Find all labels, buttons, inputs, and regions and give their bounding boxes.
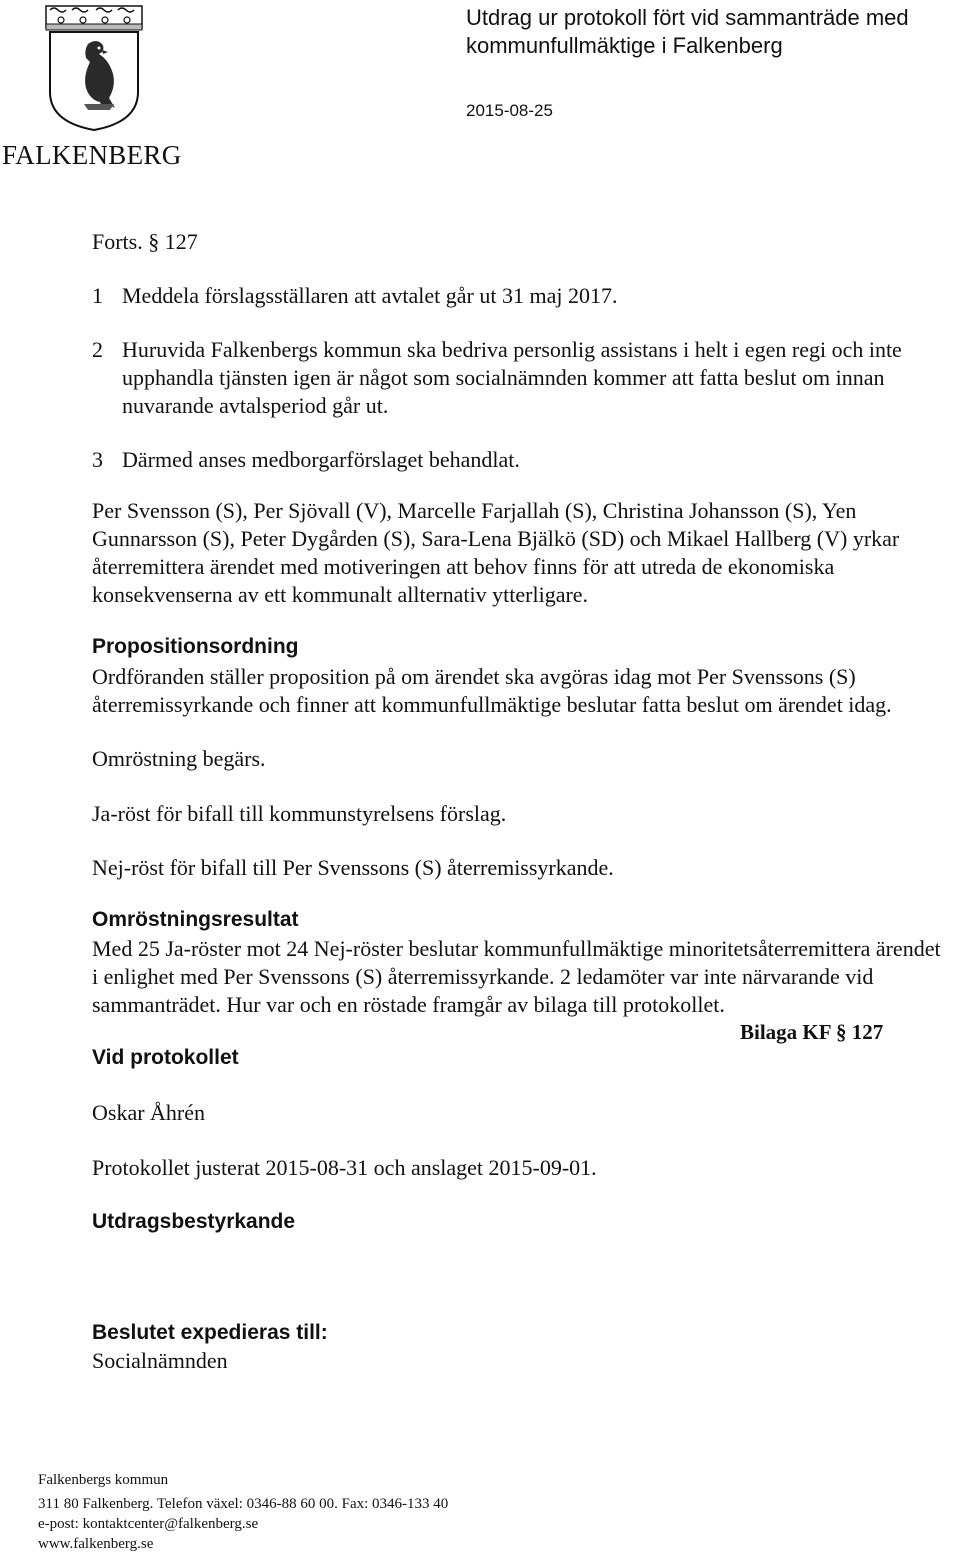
item-number: 3 xyxy=(92,447,103,472)
omrostningsresultat-heading: Omröstningsresultat xyxy=(92,908,299,931)
certification-heading: Utdragsbestyrkande xyxy=(92,1210,296,1233)
list-item xyxy=(92,446,932,474)
coat-of-arms-logo xyxy=(44,4,144,132)
crown-icon xyxy=(46,6,142,30)
decision-list xyxy=(92,282,932,474)
list-item xyxy=(92,282,932,310)
attachment-reference: Bilaga KF § 127 xyxy=(740,1020,884,1044)
municipality-name: FALKENBERG xyxy=(2,140,182,170)
item-number: 1 xyxy=(92,283,103,308)
document-title-line: kommunfullmäktige i Falkenberg xyxy=(466,33,783,58)
footer-org: Falkenbergs kommun xyxy=(38,1472,169,1488)
document-title xyxy=(466,4,909,60)
page-footer xyxy=(38,1470,448,1554)
distribution-heading: Beslutet expedieras till: xyxy=(92,1321,328,1344)
justification-statement: Protokollet justerat 2015-08-31 och anslaget 2015-09-01. xyxy=(92,1155,597,1180)
meeting-date: 2015-08-25 xyxy=(466,101,553,120)
propositionsordning-text: Ordföranden ställer proposition på om ärendet ska avgöras idag mot Per Svenssons (S) återremissyrkande och finner att kommunfullmäktige beslutar fatta beslut om ärendet idag. xyxy=(92,664,892,717)
vote-requested: Omröstning begärs. xyxy=(92,746,266,771)
section-continuation: Forts. § 127 xyxy=(92,229,198,254)
footer-email: e-post: kontaktcenter@falkenberg.se xyxy=(38,1516,259,1532)
item-text: Därmed anses medborgarförslaget behandlat. xyxy=(122,447,520,472)
distribution-recipient: Socialnämnden xyxy=(92,1348,228,1373)
item-number: 2 xyxy=(92,337,103,362)
footer-address: 311 80 Falkenberg. Telefon växel: 0346-88 60 00. Fax: 0346-133 40 xyxy=(38,1496,449,1512)
propositionsordning-heading: Propositionsordning xyxy=(92,635,299,658)
item-text: Meddela förslagsställaren att avtalet går ut 31 maj 2017. xyxy=(122,283,618,308)
item-text: Huruvida Falkenbergs kommun ska bedriva personlig assistans i helt i egen regi och inte upphandla tjänsten igen är något som socialnämnden kommer att fatta beslut om innan nuvarande avtalsperiod går ut. xyxy=(122,337,902,418)
footer-web: www.falkenberg.se xyxy=(38,1536,154,1552)
no-vote-description: Nej-röst för bifall till Per Svenssons (S) återremissyrkande. xyxy=(92,855,614,880)
yes-vote-description: Ja-röst för bifall till kommunstyrelsens förslag. xyxy=(92,801,507,826)
document-title-line: Utdrag ur protokoll fört vid sammanträde med xyxy=(466,5,909,30)
signature-heading: Vid protokollet xyxy=(92,1046,239,1069)
list-item xyxy=(92,336,932,420)
motion-paragraph: Per Svensson (S), Per Sjövall (V), Marcelle Farjallah (S), Christina Johansson (S), Yen Gunnarsson (S), Peter Dygården (S), Sara-Lena Bjälkö (SD) och Mikael Hallberg (V) yrkar återremittera ärendet med motiveringen att behov finns för att utreda de ekonomiska konsekvenserna av ett kommunalt allternativ ytterligare. xyxy=(92,498,900,607)
omrostningsresultat-text: Med 25 Ja-röster mot 24 Nej-röster beslutar kommunfullmäktige minoritetsåterremittera ärendet i enlighet med Per Svenssons (S) återremissyrkande. 2 ledamöter var inte närvarande vid sammanträdet. Hur var och en röstade framgår av bilaga till protokollet. xyxy=(92,936,941,1017)
secretary-name: Oskar Åhrén xyxy=(92,1100,206,1125)
